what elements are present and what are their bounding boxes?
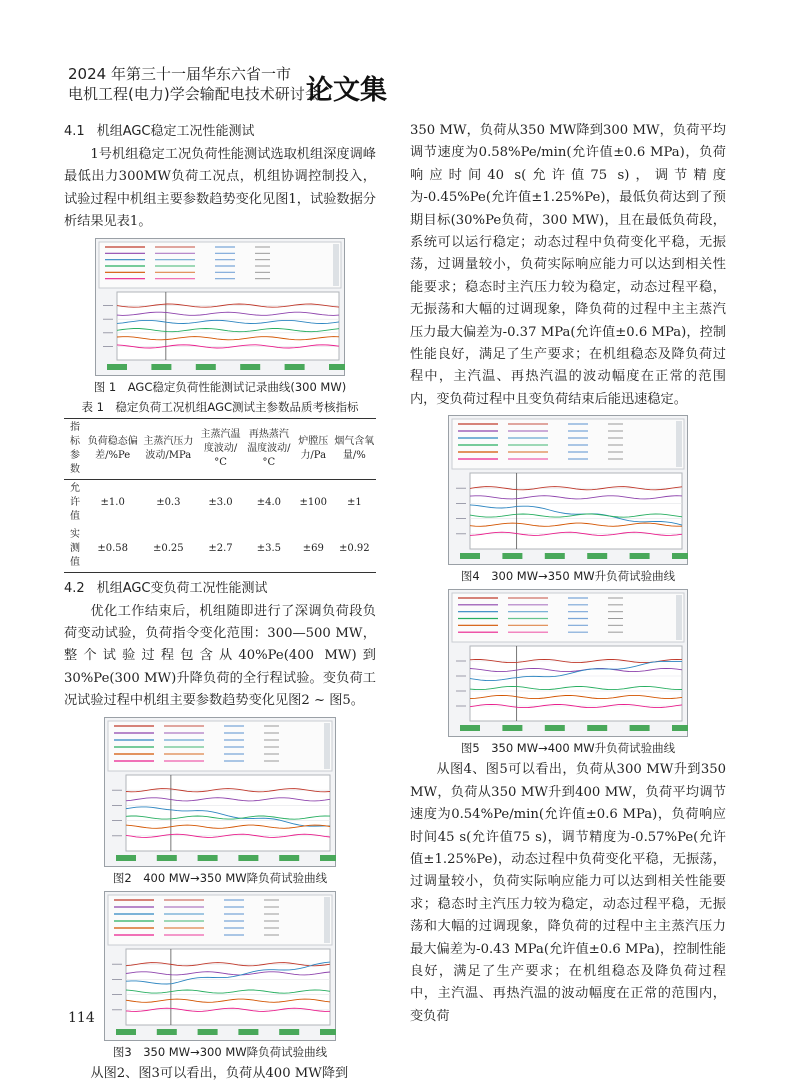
figure-2-screenshot — [104, 717, 336, 867]
paragraph-figs-2-3-start: 从图2、图3可以看出，负荷从400 MW降到 — [90, 1065, 349, 1081]
paragraph-figs-2-3-continued: 350 MW，负荷从350 MW降到300 MW，负荷平均调节速度为0.58%Pe/min(允许值±0.6 MPa)，负荷响应时间40 s(允许值75 s)，调节精度为-0.45%Pe(允许值±1.25%Pe)，最低负荷达到了预期目标(30%Pe负荷，300 MW)，且在最低负荷段，系统可以运行稳定；动态过程中负荷变化平稳，无振荡，过调量较小，负荷实际响应能力可以达到相关性能要求；稳态时主汽压力较为稳定，动态过程平稳，无振荡和大幅的过调现象，降负荷的过程中主主蒸汽压力最大偏差为-0.37 MPa(允许值±0.6 MPa)，控制性能良好，满足了生产要求；在机组稳态及降负荷过程中，主汽温、再热汽温的波动幅度在正常的范围内，变负荷过程中且变负荷结束后能迅速稳定。 — [410, 123, 726, 407]
table-header-cell: 主蒸汽压力波动/MPa — [143, 435, 194, 461]
table-cell: ±0.3 — [156, 496, 181, 508]
section-title: 机组AGC稳定工况性能测试 — [96, 124, 255, 139]
right-column — [410, 120, 726, 1028]
table-1 — [64, 418, 376, 573]
table-cell: ±0.92 — [338, 542, 370, 554]
table-header-cell: 负荷稳态偏差/%Pe — [87, 435, 138, 461]
section-4-2-heading — [64, 577, 376, 601]
table-header-cell: 炉膛压力/Pa — [298, 435, 329, 461]
page-number: 114 — [68, 1010, 95, 1026]
figure-1-screenshot — [95, 238, 345, 376]
section-4-1-heading — [64, 120, 376, 144]
figure-2-caption: 图2 400 MW→350 MW降负荷试验曲线 — [112, 870, 328, 885]
header-line-1: 2024 年第三十一届华东六省一市 — [68, 65, 291, 83]
figure-3-caption: 图3 350 MW→300 MW降负荷试验曲线 — [112, 1044, 328, 1059]
figure-4-screenshot — [448, 415, 688, 565]
section-title: 机组AGC变负荷工况性能测试 — [96, 580, 268, 596]
table-cell: ±2.7 — [208, 542, 233, 554]
paragraph-4-2: 优化工作结束后，机组随即进行了深调负荷段负荷变动试验，负荷指令变化范围：300—500 MW，整个试验过程包含从40%Pe(400 MW)到30%Pe(300 MW)升降负荷的全行程试验。变负荷工况试验过程中机组主要参数趋势变化见图2 ~ 图5。 — [64, 603, 376, 709]
table-header-cell: 烟气含氧量/% — [334, 435, 375, 461]
table-cell: ±100 — [299, 496, 327, 508]
table-header-row — [64, 418, 376, 479]
header-proceedings-title: 论文集 — [306, 75, 387, 106]
figure-5-caption: 图5 350 MW→400 MW升负荷试验曲线 — [460, 741, 676, 756]
section-number: 4.2 — [64, 580, 85, 596]
table-cell: ±1.0 — [100, 496, 125, 508]
paragraph-figs-4-5: 从图4、图5可以看出，负荷从300 MW升到350 MW，负荷从350 MW升到400 MW，负荷平均调节速度为0.54%Pe/min(允许值±0.6 MPa)，负荷响应时间45 s(允许值75 s)，调节精度为-0.57%Pe(允许值±1.25%Pe)，动态过程中负荷变化平稳，无振荡，过调量较小，负荷实际响应能力可以达到相关性能要求；稳态时主汽压力较为稳定，动态过程平稳，无振荡和大幅的过调现象，降负荷的过程中主主蒸汽压力最大偏差为-0.43 MPa(允许值±0.6 MPa)，控制性能良好，满足了生产要求；在机组稳态及降负荷过程中，主汽温、再热汽温的波动幅度在正常的范围内，变负荷 — [410, 762, 726, 1024]
table-cell: ±3.5 — [256, 542, 282, 554]
table-1-caption: 表 1 稳定负荷工况机组AGC测试主参数品质考核指标 — [81, 399, 359, 414]
table-cell: ±4.0 — [256, 496, 282, 508]
table-cell: ±1 — [346, 496, 362, 508]
header-line-2: 电机工程(电力)学会输配电技术研讨会 — [68, 85, 320, 103]
left-column — [64, 120, 376, 1085]
table-row — [64, 526, 376, 573]
table-cell: ±0.25 — [153, 542, 184, 554]
table-header-cell: 指标参数 — [69, 421, 80, 475]
section-number: 4.1 — [64, 124, 85, 139]
figure-3-screenshot — [104, 891, 336, 1041]
figure-4-caption: 图4 300 MW→350 MW升负荷试验曲线 — [460, 569, 676, 584]
table-cell: ±69 — [302, 542, 324, 554]
figure-5-screenshot — [448, 589, 688, 737]
table-row — [64, 479, 376, 526]
table-cell: ±0.58 — [97, 542, 129, 554]
paragraph-4-1: 1号机组稳定工况负荷性能测试选取机组深度调峰最低出力300MW负荷工况点，机组协调控制投入，试验过程中机组主要参数趋势变化见图1，试验数据分析结果见表1。 — [64, 147, 376, 230]
table-header-cell: 再热蒸汽温度波动/°C — [247, 428, 291, 468]
running-header — [68, 64, 768, 104]
table-cell: 实测值 — [69, 528, 80, 568]
table-cell: ±3.0 — [208, 496, 233, 508]
table-header-cell: 主蒸汽温度波动/°C — [200, 428, 241, 468]
table-cell: 允许值 — [69, 482, 80, 522]
figure-1-caption: 图 1 AGC稳定负荷性能测试记录曲线(300 MW) — [93, 379, 347, 394]
